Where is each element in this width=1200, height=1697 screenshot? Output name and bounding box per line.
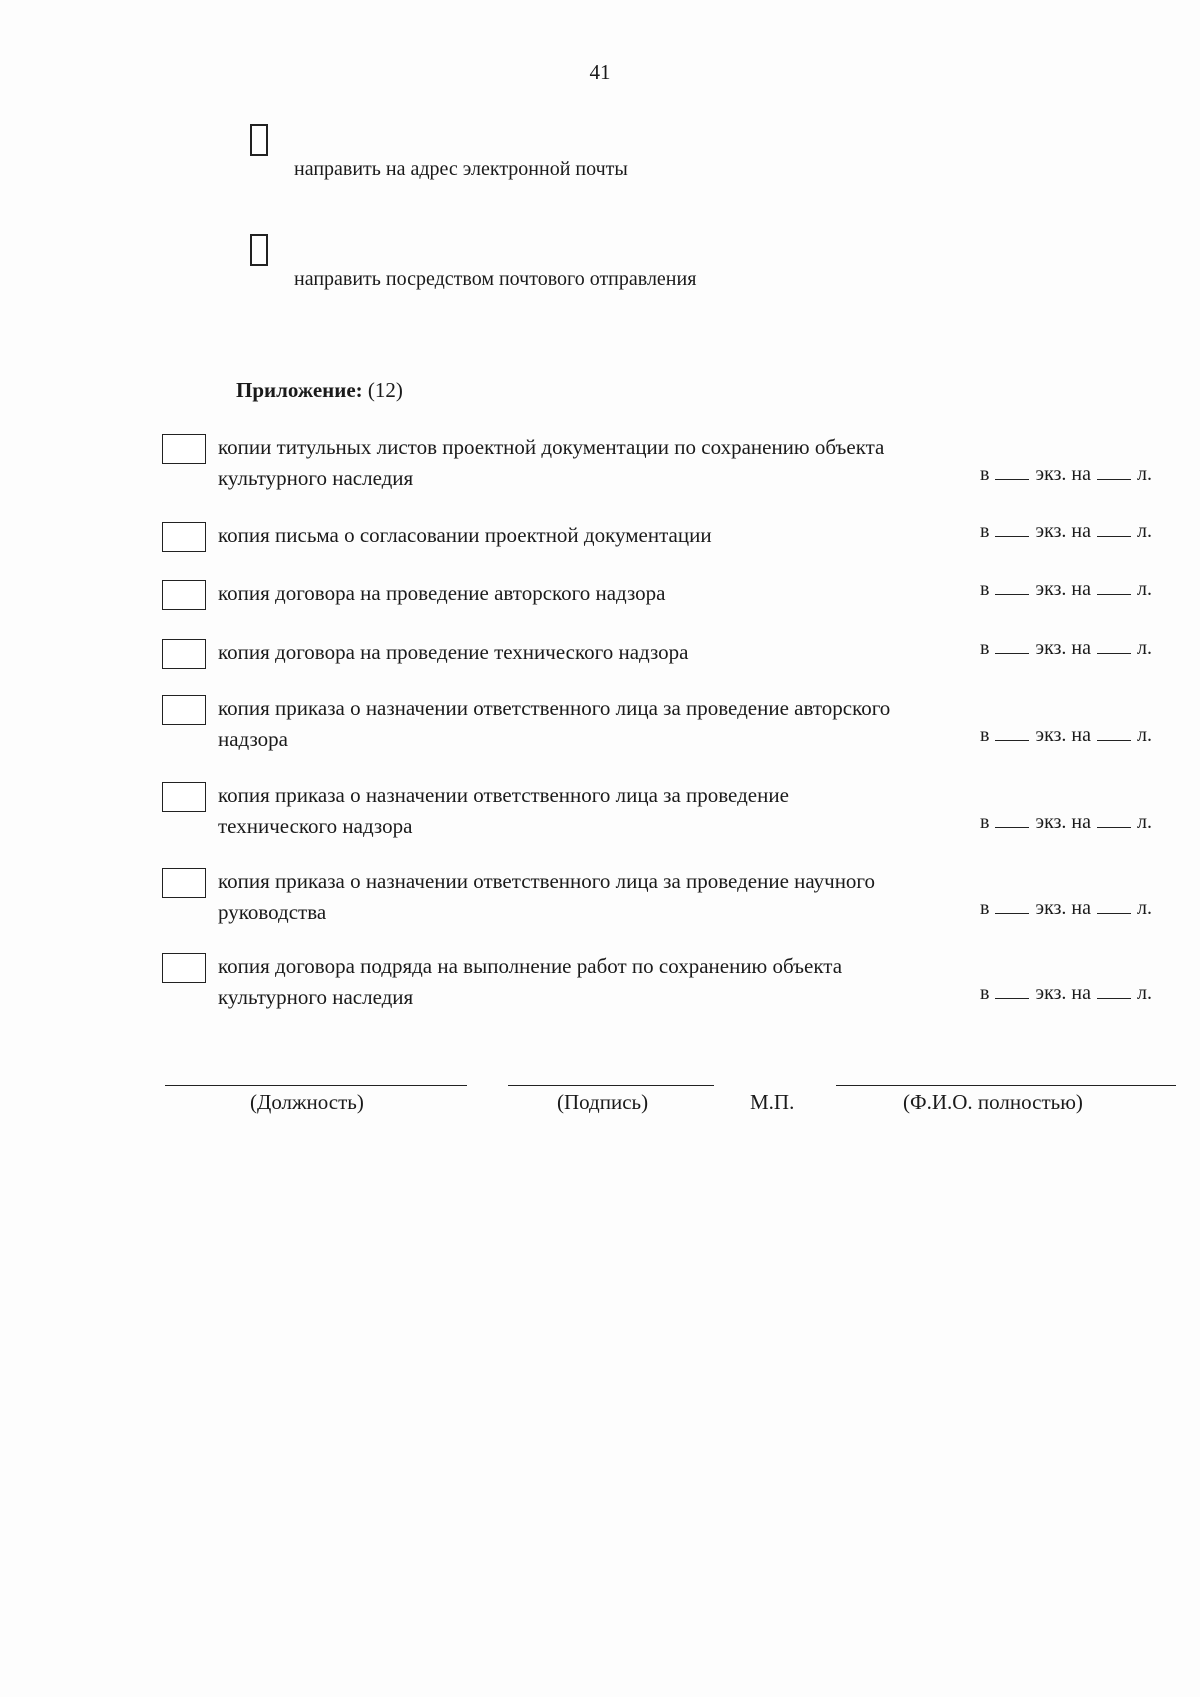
sheets-blank[interactable] — [1097, 982, 1131, 999]
copies-count — [980, 982, 1152, 1005]
position-caption: (Должность) — [250, 1090, 364, 1114]
copies-middle: экз. на — [1035, 724, 1092, 746]
attachment-checkbox[interactable] — [162, 580, 206, 610]
checkbox[interactable] — [250, 124, 268, 156]
copies-count — [980, 637, 1152, 660]
copies-prefix: в — [980, 724, 990, 746]
copies-prefix: в — [980, 463, 990, 485]
appendix-heading-count: (12) — [362, 378, 403, 402]
attachment-text: копия приказа о назначении ответственного лица за проведение научного руководства — [218, 869, 876, 924]
attachment-text: копия приказа о назначении ответственного лица за проведение авторского надзора — [218, 696, 891, 751]
copies-suffix: л. — [1137, 811, 1152, 833]
delivery-option-label: направить посредством почтового отправления — [294, 268, 697, 290]
attachment-item — [162, 780, 1152, 842]
attachment-text: копии титульных листов проектной документации по сохранению объекта культурного наследия — [218, 435, 885, 490]
copies-count — [980, 463, 1152, 486]
attachment-item — [162, 951, 1152, 1013]
sheets-blank[interactable] — [1097, 897, 1131, 914]
position-signature-line[interactable] — [165, 1085, 467, 1086]
copies-prefix: в — [980, 811, 990, 833]
copies-blank[interactable] — [995, 982, 1029, 999]
sheets-blank[interactable] — [1097, 637, 1131, 654]
attachment-item — [162, 637, 1152, 671]
copies-blank[interactable] — [995, 463, 1029, 480]
attachment-item — [162, 520, 1152, 554]
copies-count — [980, 811, 1152, 834]
attachment-text: копия письма о согласовании проектной документации — [218, 523, 712, 547]
copies-prefix: в — [980, 637, 990, 659]
delivery-option-label: направить на адрес электронной почты — [294, 158, 628, 180]
attachment-checkbox[interactable] — [162, 782, 206, 812]
full-name-caption: (Ф.И.О. полностью) — [903, 1090, 1083, 1114]
copies-blank[interactable] — [995, 578, 1029, 595]
full-name-signature-line[interactable] — [836, 1085, 1176, 1086]
attachment-checkbox[interactable] — [162, 434, 206, 464]
copies-count — [980, 724, 1152, 747]
attachment-checkbox[interactable] — [162, 639, 206, 669]
copies-suffix: л. — [1137, 578, 1152, 600]
seal-caption: М.П. — [750, 1090, 795, 1114]
attachment-checkbox[interactable] — [162, 522, 206, 552]
attachment-checkbox[interactable] — [162, 953, 206, 983]
copies-count — [980, 578, 1152, 601]
copies-count — [980, 897, 1152, 920]
attachment-item — [162, 693, 1152, 755]
sheets-blank[interactable] — [1097, 724, 1131, 741]
sheets-blank[interactable] — [1097, 811, 1131, 828]
copies-blank[interactable] — [995, 520, 1029, 537]
checkbox[interactable] — [250, 234, 268, 266]
copies-count — [980, 520, 1152, 543]
attachment-checkbox[interactable] — [162, 695, 206, 725]
copies-blank[interactable] — [995, 811, 1029, 828]
attachment-text: копия договора подряда на выполнение работ по сохранению объекта культурного наследия — [218, 954, 843, 1009]
copies-middle: экз. на — [1035, 637, 1092, 659]
appendix-heading — [236, 378, 403, 403]
sheets-blank[interactable] — [1097, 520, 1131, 537]
signature-caption: (Подпись) — [557, 1090, 649, 1114]
attachment-item — [162, 578, 1152, 612]
delivery-option-email[interactable] — [250, 124, 950, 194]
copies-suffix: л. — [1137, 897, 1152, 919]
copies-blank[interactable] — [995, 897, 1029, 914]
attachment-checkbox[interactable] — [162, 868, 206, 898]
sheets-blank[interactable] — [1097, 578, 1131, 595]
attachment-text: копия приказа о назначении ответственного лица за проведение технического надзора — [218, 783, 789, 838]
copies-suffix: л. — [1137, 724, 1152, 746]
attachment-text: копия договора на проведение авторского надзора — [218, 581, 666, 605]
attachment-text: копия договора на проведение технического надзора — [218, 640, 689, 664]
copies-suffix: л. — [1137, 637, 1152, 659]
copies-prefix: в — [980, 897, 990, 919]
delivery-option-post[interactable] — [250, 234, 950, 304]
page-number: 41 — [589, 60, 611, 84]
copies-prefix: в — [980, 578, 990, 600]
copies-middle: экз. на — [1035, 578, 1092, 600]
copies-prefix: в — [980, 982, 990, 1004]
copies-blank[interactable] — [995, 724, 1029, 741]
copies-middle: экз. на — [1035, 520, 1092, 542]
appendix-heading-bold: Приложение: — [236, 378, 363, 402]
copies-middle: экз. на — [1035, 982, 1092, 1004]
copies-suffix: л. — [1137, 520, 1152, 542]
copies-middle: экз. на — [1035, 897, 1092, 919]
copies-prefix: в — [980, 520, 990, 542]
signature-line[interactable] — [508, 1085, 714, 1086]
attachment-item — [162, 432, 1152, 494]
copies-suffix: л. — [1137, 463, 1152, 485]
attachment-item — [162, 866, 1152, 928]
copies-middle: экз. на — [1035, 811, 1092, 833]
copies-middle: экз. на — [1035, 463, 1092, 485]
copies-suffix: л. — [1137, 982, 1152, 1004]
copies-blank[interactable] — [995, 637, 1029, 654]
sheets-blank[interactable] — [1097, 463, 1131, 480]
